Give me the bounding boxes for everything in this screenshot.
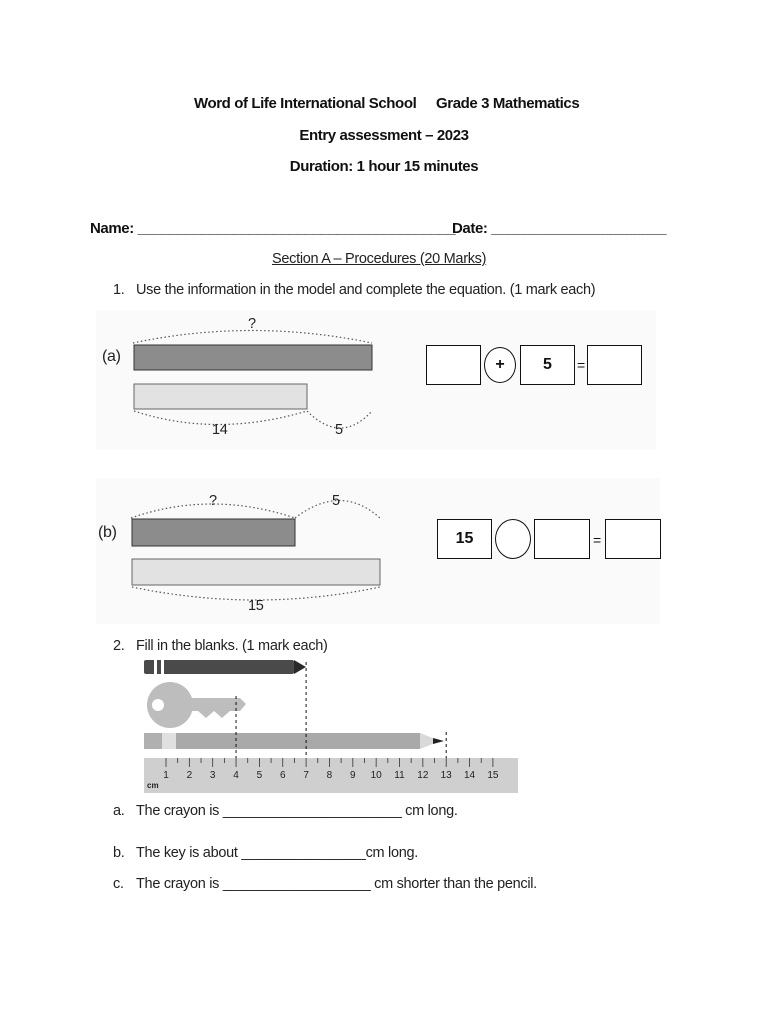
q1b-bottom-label: 15 [248, 598, 264, 614]
ruler-tick-label: 11 [394, 770, 405, 781]
q2b-pre: The key is about [136, 845, 242, 861]
ruler-tick-label: 7 [303, 770, 309, 781]
q1a-given-box: 5 [520, 345, 575, 385]
q2c-sentence [136, 876, 537, 892]
ruler-tick-label: 12 [417, 770, 429, 781]
ruler-tick-label: 4 [233, 770, 239, 781]
q2c-blank[interactable]: ___________________ [222, 876, 371, 892]
ruler-tick-label: 1 [163, 770, 169, 781]
q1b-top-left-label: ? [209, 493, 217, 509]
q2b-blank[interactable]: ________________ [241, 845, 366, 861]
q2b-sentence [136, 845, 418, 861]
q1b-given-box: 15 [437, 519, 492, 559]
q1a-equals: = [577, 357, 586, 373]
q1a-bottom-right-label: 5 [335, 422, 343, 438]
ruler-tick-label: 8 [326, 770, 333, 781]
q1b-operator-circle[interactable] [495, 519, 531, 559]
ruler-tick-label: 10 [370, 770, 382, 781]
ruler-illustration [140, 656, 530, 796]
q1a-label: (a) [102, 348, 121, 365]
q1-number: 1. [113, 282, 125, 298]
q1b-label: (b) [98, 524, 117, 541]
grade-title: Grade 3 Mathematics [436, 95, 580, 112]
name-field[interactable]: Name: ________________________________________ [90, 220, 456, 237]
section-a-title: Section A – Procedures (20 Marks) [272, 251, 487, 267]
q1a-answer-box-2[interactable] [587, 345, 642, 385]
school-name: Word of Life International School [194, 95, 417, 112]
q1b-bar-model [96, 478, 396, 624]
q2c-letter: c. [113, 876, 124, 892]
q1b-answer-box-2[interactable] [605, 519, 661, 559]
assessment-title: Entry assessment – 2023 [299, 127, 469, 144]
q2-number: 2. [113, 638, 125, 654]
q2a-pre: The crayon is [136, 803, 223, 819]
q1b-top-right-label: 5 [332, 493, 340, 509]
crayon-illustration [144, 660, 306, 674]
q2a-blank[interactable]: _______________________ [222, 803, 402, 819]
q2c-post: cm shorter than the pencil. [370, 876, 537, 892]
key-illustration [147, 682, 246, 728]
ruler-tick-label: 15 [487, 770, 499, 781]
q1a-top-label: ? [248, 316, 256, 332]
q2c-pre: The crayon is [136, 876, 223, 892]
q1a-bar-model [96, 310, 426, 450]
ruler-tick-label: 3 [209, 770, 216, 781]
ruler-tick-label: 5 [256, 770, 263, 781]
ruler-tick-label: 13 [440, 770, 452, 781]
ruler-tick-label: 6 [279, 770, 286, 781]
q2a-sentence [136, 803, 458, 819]
q2a-post: cm long. [401, 803, 458, 819]
q1b-answer-box-1[interactable] [534, 519, 590, 559]
q2b-post: cm long. [365, 845, 418, 861]
pencil-illustration [144, 733, 444, 749]
duration-text: Duration: 1 hour 15 minutes [289, 158, 479, 175]
ruler-tick-label: 14 [463, 770, 476, 781]
ruler-unit-label: cm [147, 781, 159, 790]
q2b-letter: b. [113, 845, 125, 861]
ruler-tick-label: 2 [186, 770, 193, 781]
ruler-tick-label: 9 [350, 770, 356, 781]
q2a-letter: a. [113, 803, 125, 819]
q1a-operator-circle: + [484, 347, 516, 383]
q1a-answer-box-1[interactable] [426, 345, 481, 385]
date-field[interactable]: Date: ______________________ [452, 220, 667, 237]
q1a-bottom-left-label: 14 [212, 422, 228, 438]
q1-text: Use the information in the model and complete the equation. (1 mark each) [136, 282, 596, 298]
q2-text: Fill in the blanks. (1 mark each) [136, 638, 328, 654]
q1b-equals: = [593, 532, 602, 548]
